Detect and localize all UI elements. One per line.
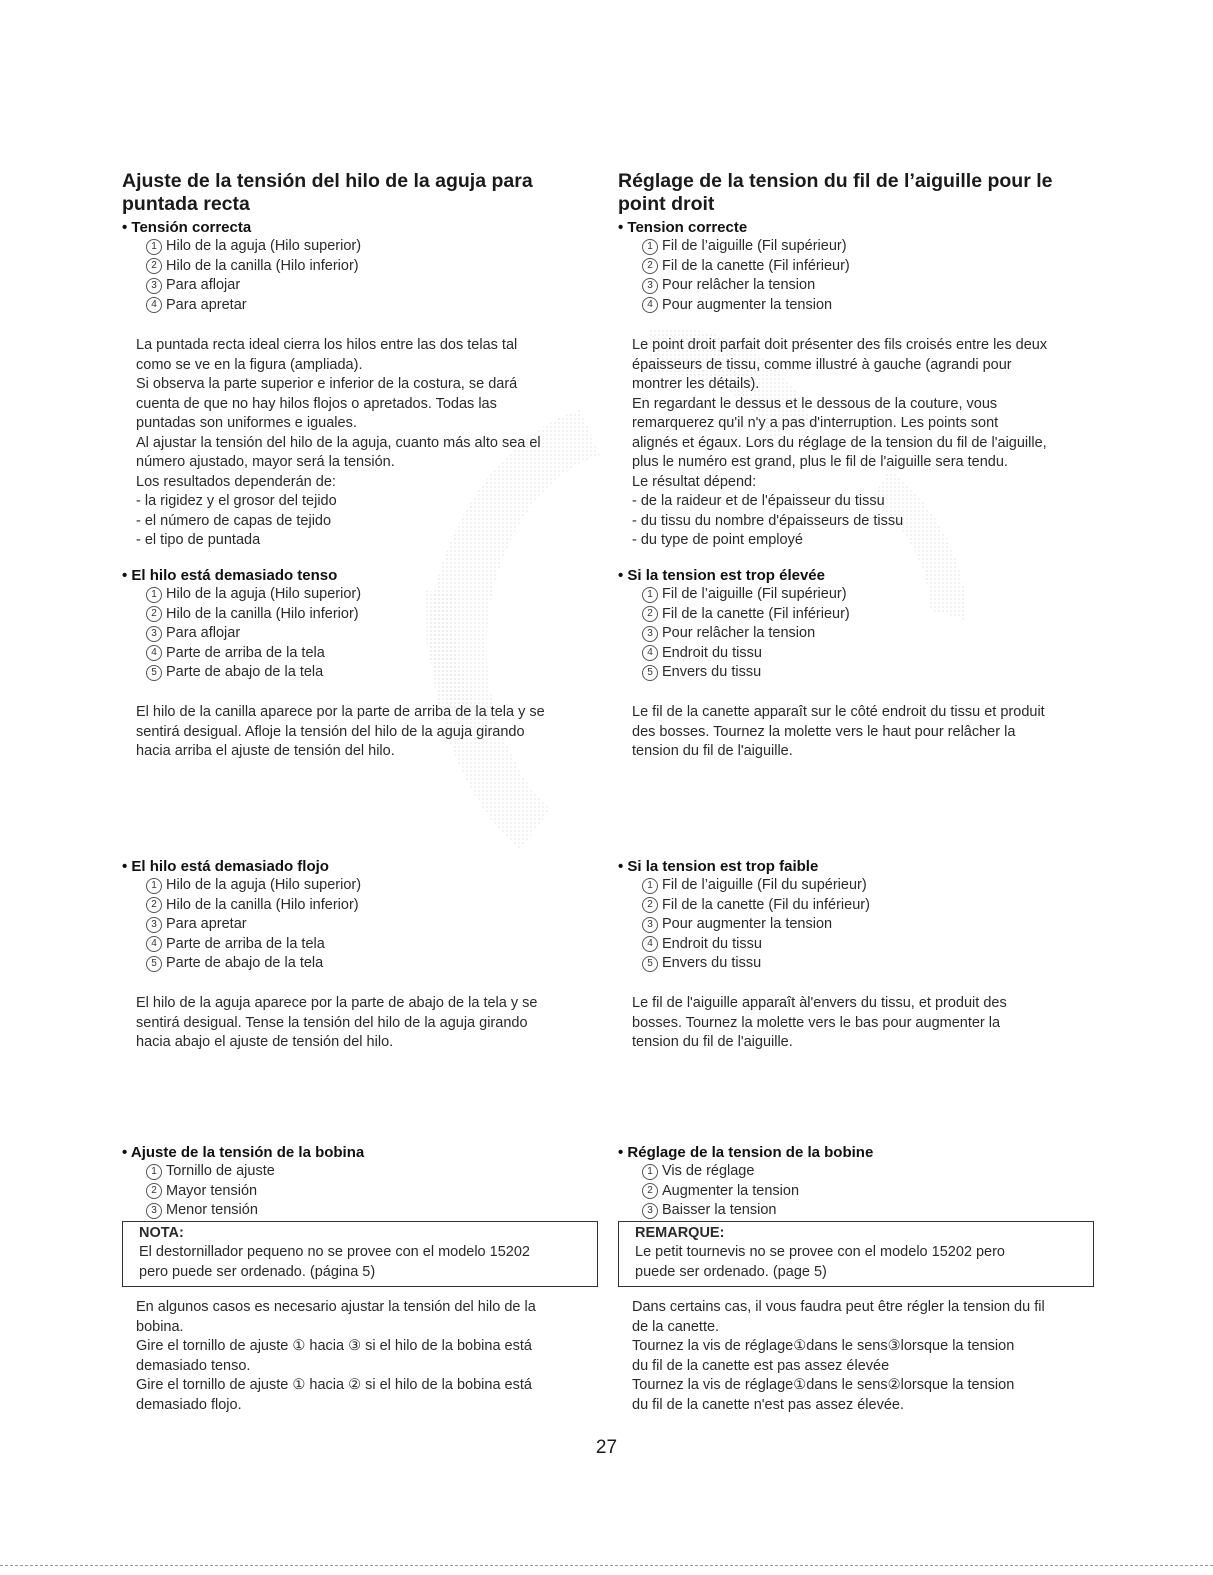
text-line: número ajustado, mayor será la tensión.	[136, 454, 395, 470]
circled-number-3: 3	[642, 1203, 658, 1219]
text-line: cuenta de que no hay hilos flojos o apretados. Todas las	[136, 395, 497, 412]
text-line: como se ve en la figura (ampliada).	[136, 356, 363, 373]
list-item: 1 Hilo de la aguja (Hilo superior)	[146, 876, 592, 896]
circled-number-2: 2	[146, 1183, 162, 1199]
text-line: demasiado flojo.	[136, 1396, 242, 1413]
circled-number-5: 5	[146, 665, 162, 681]
text-line: sentirá desigual. Tense la tensión del hilo de la aguja girando	[136, 1014, 528, 1031]
title-fr-line1: Réglage de la tension du fil de l’aiguille pour le	[618, 170, 1053, 192]
text-line: Si observa la parte superior e inferior de la costura, se dará	[136, 376, 518, 392]
text-line: hacia arriba el ajuste de tensión del hilo.	[136, 743, 395, 759]
item-list	[122, 1162, 592, 1221]
text-line: Le résultat dépend:	[632, 473, 757, 490]
list-item: 2 Fil de la canette (Fil inférieur)	[642, 605, 1088, 625]
section-heading: • Si la tension est trop faible	[618, 858, 819, 875]
text-line: hacia abajo el ajuste de tensión del hilo.	[136, 1034, 394, 1050]
section-heading: • Ajuste de la tensión de la bobina	[122, 1144, 365, 1161]
circled-number-5: 5	[642, 956, 658, 972]
circled-number-4: 4	[146, 936, 162, 952]
circled-number-2: 2	[642, 606, 658, 622]
circled-number-4: 4	[642, 936, 658, 952]
es-paragraph-loose	[122, 994, 606, 1053]
circled-number-2: 2	[642, 897, 658, 913]
circled-number-2: 2	[642, 1183, 658, 1199]
spanish-column	[122, 170, 592, 216]
circled-number-3: 3	[146, 626, 162, 642]
section-heading: • El hilo está demasiado flojo	[122, 858, 329, 875]
item-list	[122, 876, 592, 974]
list-item: 2 Fil de la canette (Fil du inférieur)	[642, 896, 1088, 916]
list-item: 4 Endroit du tissu	[642, 935, 1088, 955]
list-item: 3 Pour relâcher la tension	[642, 276, 1088, 296]
list-item: 1 Vis de réglage	[642, 1162, 1088, 1182]
text-line: El hilo de la aguja aparece por la parte de abajo de la tela y se	[136, 995, 538, 1011]
section-heading: • Réglage de la tension de la bobine	[618, 1144, 874, 1161]
circled-number-4: 4	[146, 645, 162, 661]
circled-number-4: 4	[642, 645, 658, 661]
section-heading: • Tensión correcta	[122, 219, 252, 236]
scan-edge-divider	[0, 1565, 1213, 1566]
text-line: tension du fil de l'aiguille.	[632, 1034, 793, 1050]
circled-number-2: 2	[642, 258, 658, 274]
circled-number-1: 1	[642, 587, 658, 603]
title-es-line2: puntada recta	[122, 193, 250, 215]
list-item: 2 Fil de la canette (Fil inférieur)	[642, 257, 1088, 277]
circled-number-3: 3	[146, 917, 162, 933]
circled-number-3: 3	[146, 278, 162, 294]
list-item: 1 Hilo de la aguja (Hilo superior)	[146, 237, 592, 257]
list-item: 4 Parte de arriba de la tela	[146, 935, 592, 955]
list-item: 3 Menor tensión	[146, 1201, 592, 1221]
circled-number-1: 1	[146, 1164, 162, 1180]
circled-number-3: 3	[146, 1203, 162, 1219]
circled-number-1: 1	[642, 1164, 658, 1180]
list-item: 2 Hilo de la canilla (Hilo inferior)	[146, 605, 592, 625]
circled-number-1: 1	[642, 878, 658, 894]
text-line: alignés et égaux. Lors du réglage de la tension du fil de l'aiguille,	[632, 434, 1047, 451]
text-line: montrer les détails).	[632, 376, 760, 392]
list-item: 1 Fil de l’aiguille (Fil du supérieur)	[642, 876, 1088, 896]
fr-section-loose	[618, 857, 1088, 974]
es-note-box	[122, 1221, 592, 1287]
es-paragraph-tight	[122, 703, 606, 762]
text-line: Tournez la vis de réglage①dans le sens③lorsque la tension	[632, 1338, 1015, 1354]
text-line: bosses. Tournez la molette vers le bas pour augmenter la	[632, 1014, 1001, 1031]
list-item: 1 Tornillo de ajuste	[146, 1162, 592, 1182]
section-heading: • Tension correcte	[618, 219, 748, 236]
section-heading: • El hilo está demasiado tenso	[122, 567, 338, 584]
text-line: du fil de la canette est pas assez élevée	[632, 1357, 890, 1374]
text-line: Le point droit parfait doit présenter des fils croisés entre les deux	[632, 337, 1048, 353]
note-line: El destornillador pequeno no se provee con el modelo 15202	[139, 1244, 530, 1260]
text-line: Le fil de la canette apparaît sur le côté endroit du tissu et produit	[632, 704, 1045, 720]
text-line: remarquerez qu'il n'y a pas d'interruption. Les points sont	[632, 415, 999, 431]
note-line: pero puede ser ordenado. (página 5)	[139, 1263, 376, 1280]
circled-number-4: 4	[642, 297, 658, 313]
es-section-bobbin	[122, 1143, 592, 1221]
list-item: 2 Augmenter la tension	[642, 1182, 1088, 1202]
list-item: 1 Hilo de la aguja (Hilo superior)	[146, 585, 592, 605]
fr-section-tight	[618, 566, 1088, 683]
french-column	[618, 170, 1088, 216]
text-line: plus le numéro est grand, plus le fil de l'aiguille sera tendu.	[632, 454, 1008, 470]
list-item: 5 Envers du tissu	[642, 663, 1088, 683]
list-item: 1 Fil de l’aiguille (Fil supérieur)	[642, 237, 1088, 257]
fr-section-bobbin	[618, 1143, 1088, 1221]
list-item: 3 Pour augmenter la tension	[642, 915, 1088, 935]
list-item: 5 Envers du tissu	[642, 954, 1088, 974]
fr-paragraph-loose	[618, 994, 1102, 1053]
section-heading: • Si la tension est trop élevée	[618, 567, 825, 584]
list-item: 5 Parte de abajo de la tela	[146, 663, 592, 683]
fr-section-correct	[618, 218, 1088, 315]
circled-number-3: 3	[642, 626, 658, 642]
list-item: 2 Hilo de la canilla (Hilo inferior)	[146, 257, 592, 277]
item-list	[618, 1162, 1088, 1221]
list-item: 1 Fil de l’aiguille (Fil supérieur)	[642, 585, 1088, 605]
circled-number-1: 1	[146, 878, 162, 894]
title-fr-line2: point droit	[618, 193, 715, 215]
text-line: - el número de capas de tejido	[136, 512, 332, 529]
text-line: - el tipo de puntada	[136, 532, 261, 548]
text-line: épaisseurs de tissu, comme illustré à gauche (agrandi pour	[632, 356, 1012, 373]
list-item: 4 Endroit du tissu	[642, 644, 1088, 664]
list-item: 2 Mayor tensión	[146, 1182, 592, 1202]
list-item: 4 Pour augmenter la tension	[642, 296, 1088, 316]
text-line: - du type de point employé	[632, 532, 803, 548]
note-box	[618, 1221, 1094, 1287]
item-list	[122, 585, 592, 683]
text-line: bobina.	[136, 1318, 184, 1335]
note-line: Le petit tournevis no se provee con el modelo 15202 pero	[635, 1244, 1005, 1260]
fr-paragraph-bobbin	[618, 1298, 1122, 1415]
text-line: Al ajustar la tensión del hilo de la aguja, cuanto más alto sea el	[136, 434, 541, 451]
circled-number-1: 1	[146, 587, 162, 603]
text-line: En regardant le dessus et le dessous de la couture, vous	[632, 395, 998, 412]
text-line: Los resultados dependerán de:	[136, 473, 336, 490]
text-line: Gire el tornillo de ajuste ① hacia ② si el hilo de la bobina está	[136, 1377, 532, 1393]
text-line: La puntada recta ideal cierra los hilos entre las dos telas tal	[136, 337, 518, 353]
text-line: des bosses. Tournez la molette vers le haut pour relâcher la	[632, 723, 1016, 740]
page-number: 27	[595, 1437, 618, 1458]
circled-number-3: 3	[642, 917, 658, 933]
list-item: 3 Para apretar	[146, 915, 592, 935]
es-paragraph-correct	[122, 336, 606, 551]
list-item: 2 Hilo de la canilla (Hilo inferior)	[146, 896, 592, 916]
text-line: de la canette.	[632, 1318, 720, 1335]
note-title: NOTA:	[139, 1225, 184, 1241]
list-item: 4 Para apretar	[146, 296, 592, 316]
circled-number-2: 2	[146, 606, 162, 622]
fr-paragraph-tight	[618, 703, 1122, 762]
circled-number-5: 5	[642, 665, 658, 681]
circled-number-2: 2	[146, 258, 162, 274]
circled-number-1: 1	[642, 239, 658, 255]
list-item: 5 Parte de abajo de la tela	[146, 954, 592, 974]
title-es-line1: Ajuste de la tensión del hilo de la aguja para	[122, 170, 533, 192]
circled-number-5: 5	[146, 956, 162, 972]
note-title: REMARQUE:	[635, 1225, 725, 1241]
text-line: demasiado tenso.	[136, 1357, 251, 1374]
text-line: du fil de la canette n'est pas assez élevée.	[632, 1396, 904, 1413]
list-item: 3 Pour relâcher la tension	[642, 624, 1088, 644]
circled-number-3: 3	[642, 278, 658, 294]
text-line: - du tissu du nombre d'épaisseurs de tissu	[632, 512, 904, 529]
item-list	[618, 876, 1088, 974]
note-line: puede ser ordenado. (page 5)	[635, 1263, 827, 1280]
text-line: - de la raideur et de l'épaisseur du tissu	[632, 493, 885, 509]
list-item: 3 Para aflojar	[146, 624, 592, 644]
fr-paragraph-correct	[618, 336, 1122, 551]
text-line: Le fil de l'aiguille apparaît àl'envers du tissu, et produit des	[632, 995, 1007, 1011]
note-box	[122, 1221, 598, 1287]
item-list	[618, 585, 1088, 683]
circled-number-2: 2	[146, 897, 162, 913]
text-line: En algunos casos es necesario ajustar la tensión del hilo de la	[136, 1299, 536, 1315]
list-item: 4 Parte de arriba de la tela	[146, 644, 592, 664]
es-section-correct	[122, 218, 592, 315]
circled-number-1: 1	[146, 239, 162, 255]
circled-number-4: 4	[146, 297, 162, 313]
es-section-loose	[122, 857, 592, 974]
list-item: 3 Para aflojar	[146, 276, 592, 296]
item-list	[122, 237, 592, 315]
item-list	[618, 237, 1088, 315]
text-line: Dans certains cas, il vous faudra peut être régler la tension du fil	[632, 1299, 1045, 1315]
list-item: 3 Baisser la tension	[642, 1201, 1088, 1221]
text-line: El hilo de la canilla aparece por la parte de arriba de la tela y se	[136, 704, 545, 720]
fr-note-box	[618, 1221, 1088, 1287]
text-line: tension du fil de l'aiguille.	[632, 743, 793, 759]
text-line: Gire el tornillo de ajuste ① hacia ③ si el hilo de la bobina está	[136, 1338, 532, 1354]
es-section-tight	[122, 566, 592, 683]
es-paragraph-bobbin	[122, 1298, 606, 1415]
text-line: sentirá desigual. Afloje la tensión del hilo de la aguja girando	[136, 723, 525, 740]
text-line: Tournez la vis de réglage①dans le sens②lorsque la tension	[632, 1377, 1015, 1393]
text-line: puntadas son uniformes e iguales.	[136, 415, 357, 431]
text-line: - la rigidez y el grosor del tejido	[136, 493, 337, 509]
